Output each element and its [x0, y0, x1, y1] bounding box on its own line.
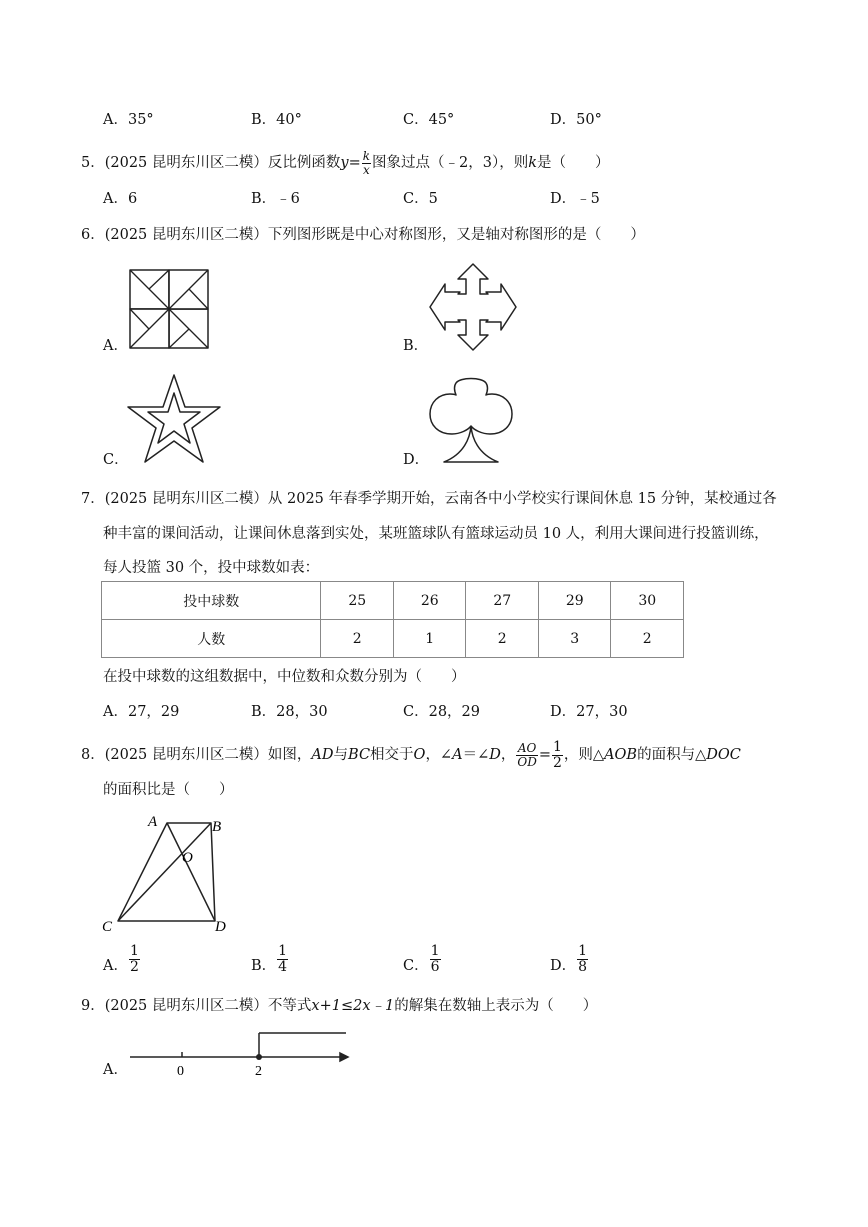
- table-cell: 2: [466, 620, 539, 658]
- axis-label-0: 0: [177, 1064, 184, 1079]
- double-star-figure: [126, 373, 222, 465]
- q7-option-a: A．27，29: [103, 704, 180, 720]
- q5-option-a: A．6: [103, 191, 138, 207]
- q4-option-c: C．45°: [403, 112, 455, 128]
- shots-table: [101, 581, 684, 658]
- q6-label-b: B．: [403, 338, 429, 354]
- table-row: [102, 582, 684, 620]
- vertex-label-c: C: [102, 919, 113, 935]
- q8-option-c: C． $\frac{1}{6}$: [403, 943, 440, 975]
- q9-stem: 9．(2025 昆明东川区二模）不等式x+1≤2x﹣1的解集在数轴上表示为（ ）: [81, 998, 598, 1014]
- table-cell: 2: [611, 620, 684, 658]
- q8-option-d: D． $\frac{1}{8}$: [550, 943, 588, 975]
- q7-stem-line2: 种丰富的课间活动，让课间休息落到实处，某班篮球队有篮球运动员 10 人，利用大课间进行投篮训练，: [103, 526, 769, 542]
- table-cell: 人数: [102, 620, 321, 658]
- q6-stem: 6．(2025 昆明东川区二模）下列图形既是中心对称图形，又是轴对称图形的是（ ）: [81, 227, 645, 243]
- number-line-figure: [128, 1030, 350, 1080]
- q9-option-a-label: A．: [103, 1062, 128, 1078]
- q5-option-d: D．﹣5: [550, 191, 600, 207]
- q8-stem-line1: 8．(2025 昆明东川区二模）如图，AD与BC相交于O，∠A＝∠D， $\frac{AO}{OD}$ = $\frac{1}{2}$ ，则△AOB的面积与△DOC: [81, 739, 741, 771]
- q8-half-fraction: $\frac{1}{2}$: [553, 739, 562, 771]
- q7-stem-line3: 每人投篮 30 个，投中球数如表：: [103, 560, 320, 576]
- table-cell: 27: [466, 582, 539, 620]
- q7-option-b: B．28，30: [251, 704, 328, 720]
- table-cell: 1: [393, 620, 466, 658]
- table-cell: 29: [538, 582, 611, 620]
- q5-fraction: $\frac{k}{x}$: [362, 149, 371, 177]
- q7-question: 在投中球数的这组数据中，中位数和众数分别为（ ）: [103, 669, 466, 685]
- table-cell: 投中球数: [102, 582, 321, 620]
- triangle-figure: [100, 812, 240, 937]
- q7-option-c: C．28，29: [403, 704, 481, 720]
- q8-option-a: A． $\frac{1}{2}$: [103, 943, 139, 975]
- q4-option-a: A．35°: [103, 112, 154, 128]
- q4-option-d: D．50°: [550, 112, 602, 128]
- vertex-label-b: B: [212, 819, 222, 835]
- q6-label-c: C．: [103, 452, 129, 468]
- vertex-label-o: O: [182, 850, 193, 866]
- vertex-label-a: A: [148, 814, 158, 830]
- q5-stem: 5．(2025 昆明东川区二模）反比例函数y= $\frac{k}{x}$ 图象过点（﹣2，3），则k是（ ）: [81, 149, 610, 177]
- table-cell: 2: [321, 620, 394, 658]
- table-row: [102, 620, 684, 658]
- q6-label-d: D．: [403, 452, 430, 468]
- q4-option-b: B．40°: [251, 112, 302, 128]
- q7-stem-line1: 7．(2025 昆明东川区二模）从 2025 年春季学期开始，云南各中小学校实行课间休息 15 分钟，某校通过各: [81, 491, 777, 507]
- q6-label-a: A．: [103, 338, 128, 354]
- q8-option-b: B． $\frac{1}{4}$: [251, 943, 288, 975]
- table-cell: 30: [611, 582, 684, 620]
- vertex-label-d: D: [215, 919, 226, 935]
- q7-option-d: D．27，30: [550, 704, 628, 720]
- q8-stem-line2: 的面积比是（ ）: [103, 782, 234, 798]
- four-arrow-cross-figure: [428, 262, 518, 352]
- q5-option-b: B．﹣6: [251, 191, 300, 207]
- table-cell: 3: [538, 620, 611, 658]
- q5-option-c: C．5: [403, 191, 438, 207]
- axis-label-2: 2: [255, 1064, 262, 1079]
- pinwheel-figure: [128, 268, 210, 350]
- club-figure: [428, 378, 514, 466]
- table-cell: 26: [393, 582, 466, 620]
- q8-ratio-fraction: $\frac{AO}{OD}$: [517, 741, 537, 769]
- table-cell: 25: [321, 582, 394, 620]
